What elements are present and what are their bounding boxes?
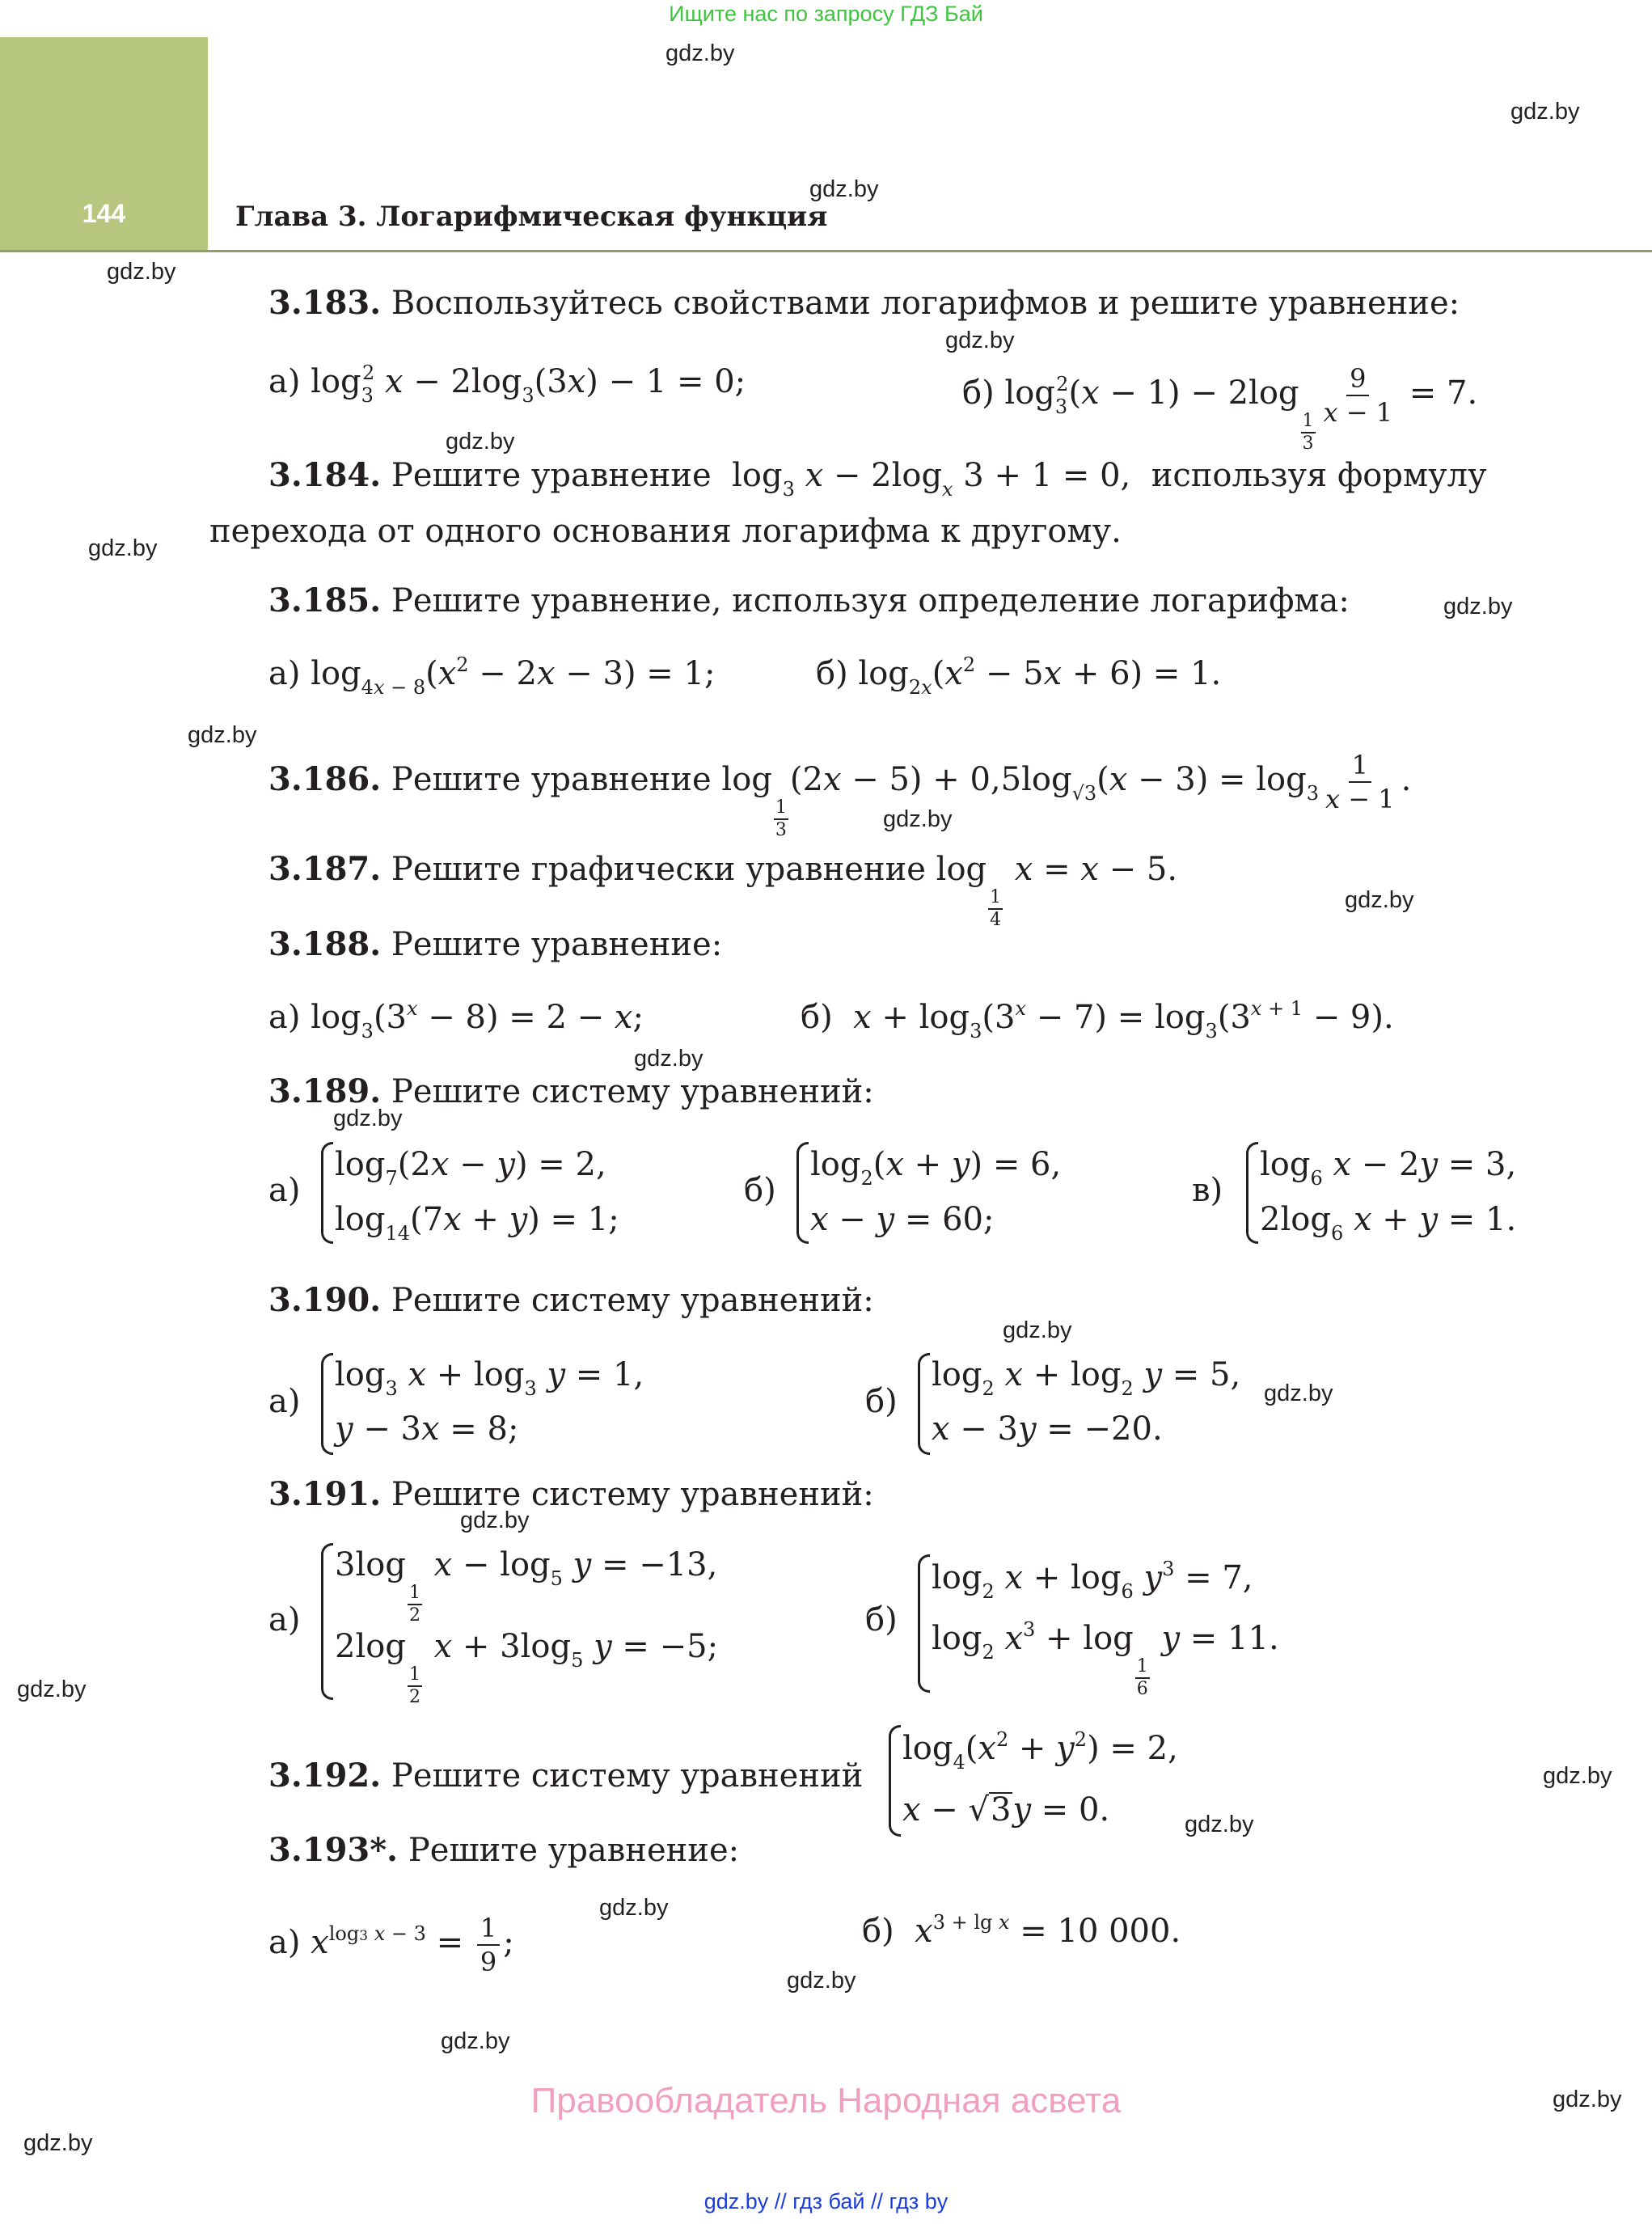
problem-text: Решите систему уравнений: bbox=[391, 1282, 874, 1319]
header-rule bbox=[0, 250, 1652, 252]
system-3-191-a-1: 3log $\frac{1}{2}$ $x - \log_5 y = -13$, bbox=[335, 1546, 718, 1626]
system-brace bbox=[889, 1725, 901, 1837]
problem-3-191 bbox=[268, 1475, 874, 1513]
watermark: gdz.by bbox=[634, 1046, 703, 1072]
label-a: а) bbox=[268, 655, 301, 692]
problem-3-193 bbox=[268, 1831, 740, 1869]
equation-3-185-b: б) $\log_{2x}(x^2 - 5x + 6) = 1$. bbox=[816, 653, 1222, 699]
top-banner: Ищите нас по запросу ГДЗ Бай bbox=[669, 2, 983, 26]
watermark: gdz.by bbox=[1003, 1317, 1072, 1343]
problem-text: Решите уравнение: bbox=[408, 1832, 740, 1869]
watermark: gdz.by bbox=[107, 259, 176, 285]
watermark: gdz.by bbox=[883, 806, 953, 832]
problem-3-187: 3.187. Решите графически уравнение log $\frac{1}{4}$ x = x − 5. bbox=[268, 850, 1178, 930]
watermark: gdz.by bbox=[1345, 887, 1414, 913]
problem-text: Решите уравнение, используя определение логарифма: bbox=[391, 582, 1350, 619]
system-3-191-a-2: 2log $\frac{1}{2}$ $x + 3\log_5$ y = −5; bbox=[335, 1628, 719, 1707]
problem-text: Решите систему уравнений: bbox=[391, 1073, 874, 1110]
problem-text: Воспользуйтесь свойствами логарифмов и решите уравнение: bbox=[391, 285, 1460, 322]
label-b: б) bbox=[862, 1913, 894, 1950]
label-3-191-a: а) bbox=[268, 1601, 301, 1638]
equation-3-188-a: а) $\log_3(3^x - 8) = 2 - x$; bbox=[268, 997, 644, 1042]
system-brace bbox=[1246, 1142, 1258, 1244]
system-3-191-b-2: $\log_2 x^3 + \log$ $\frac{1}{6}$ y = 11. bbox=[932, 1618, 1279, 1699]
system-3-189-v-2: $2\log_6$ x + y = 1. bbox=[1260, 1201, 1517, 1245]
system-3-189-v-1: $\log_6 x - 2y = 3$, bbox=[1260, 1146, 1517, 1190]
system-3-190-b-2: x − 3y = −20. bbox=[932, 1410, 1163, 1448]
problem-number: 3.190. bbox=[268, 1281, 382, 1319]
problem-number: 3.192. bbox=[268, 1757, 382, 1795]
problem-number: 3.187. bbox=[268, 850, 382, 888]
watermark: gdz.by bbox=[809, 176, 879, 202]
problem-number: 3.193*. bbox=[268, 1831, 399, 1869]
label-b: б) bbox=[962, 374, 995, 412]
system-brace bbox=[918, 1353, 930, 1455]
system-brace bbox=[918, 1554, 930, 1693]
system-brace bbox=[321, 1353, 333, 1455]
label-a: а) bbox=[268, 999, 301, 1036]
label-3-189-a: а) bbox=[268, 1172, 301, 1209]
problem-text: Решите систему уравнений: bbox=[391, 1476, 874, 1513]
system-3-189-a-1: $\log_7(2x - y) = 2$, bbox=[335, 1146, 606, 1190]
page-number: 144 bbox=[82, 199, 126, 228]
problem-3-190 bbox=[268, 1281, 874, 1319]
system-3-191-b-1: $\log_2 x + \log_6 y^3 = 7$, bbox=[932, 1558, 1253, 1603]
system-3-189-a-2: $\log_{14}(7x + y) = 1$; bbox=[335, 1201, 619, 1245]
system-3-189-b-2: x − y = 60; bbox=[810, 1201, 995, 1238]
problem-number: 3.184. bbox=[268, 456, 382, 494]
watermark: gdz.by bbox=[188, 722, 257, 748]
system-3-192-1: $\log_4(x^2 + y^2) = 2$, bbox=[902, 1728, 1178, 1774]
watermark: gdz.by bbox=[945, 328, 1015, 353]
watermark: gdz.by bbox=[787, 1968, 856, 1994]
equation-3-183-b: б) $\log_3^2(x - 1) - 2\log$ $\frac{1}{3}$ $\frac{9}{x - 1}$ = 7. bbox=[962, 363, 1478, 454]
copyright-footer: Правообладатель Народная асвета bbox=[530, 2081, 1122, 2120]
problem-number: 3.189. bbox=[268, 1072, 382, 1110]
watermark: gdz.by bbox=[1443, 594, 1513, 619]
watermark: gdz.by bbox=[1264, 1380, 1333, 1406]
watermark: gdz.by bbox=[17, 1676, 87, 1702]
problem-number: 3.183. bbox=[268, 284, 382, 322]
chapter-title: Глава 3. Логарифмическая функция bbox=[235, 201, 828, 233]
watermark: gdz.by bbox=[599, 1895, 669, 1921]
label-3-190-b: б) bbox=[865, 1383, 898, 1420]
system-brace bbox=[321, 1543, 333, 1700]
problem-3-184-cont: перехода от одного основания логарифма к другому. bbox=[209, 513, 1122, 550]
problem-text: Решите графически уравнение bbox=[391, 851, 926, 888]
equation-3-185-a: а) $\log_{4x - 8}(x^2 - 2x - 3) = 1$; bbox=[268, 653, 716, 699]
label-a: а) bbox=[268, 363, 301, 400]
problem-text: Решите систему уравнений bbox=[391, 1757, 864, 1795]
watermark: gdz.by bbox=[23, 2130, 93, 2156]
system-3-190-b-1: $\log_2 x + \log_2 y = 5$, bbox=[932, 1356, 1241, 1400]
problem-number: 3.186. bbox=[268, 760, 382, 798]
equation-3-193-a: а) $x^{log3 x - 3}$ = $\frac{1}{9}$ ; bbox=[268, 1913, 514, 1977]
watermark: gdz.by bbox=[1553, 2087, 1622, 2112]
system-3-190-a-1: $\log_3 x + \log_3 y = 1$, bbox=[335, 1356, 644, 1400]
watermark: gdz.by bbox=[665, 40, 735, 66]
problem-3-186: 3.186. Решите уравнение log $\frac{1}{3}$ $(2x - 5) + 0,5\log_{√3}(x - 3) = \log_3$ $\frac{1}{x - 1}$ . bbox=[268, 750, 1412, 840]
label-3-190-a: а) bbox=[268, 1383, 301, 1420]
watermark: gdz.by bbox=[1543, 1763, 1612, 1789]
watermark: gdz.by bbox=[1185, 1812, 1254, 1837]
problem-number: 3.185. bbox=[268, 581, 382, 619]
label-3-189-v: в) bbox=[1192, 1172, 1223, 1209]
problem-text: Решите уравнение bbox=[391, 457, 712, 494]
equation-3-188-b: б) $x + \log_3(3^x - 7) = \log_3(3^{x + 1} - 9)$. bbox=[801, 997, 1394, 1042]
watermark: gdz.by bbox=[88, 535, 158, 561]
system-3-192-2: x − √3y = 0. bbox=[902, 1791, 1110, 1829]
equation-3-183-a: а) $\log_3^2 x - 2\log_3(3x) - 1 = 0$; bbox=[268, 362, 746, 407]
problem-text: Решите уравнение bbox=[391, 761, 712, 798]
system-3-189-b-1: $\log_2(x + y) = 6$, bbox=[810, 1146, 1062, 1190]
problem-number: 3.191. bbox=[268, 1475, 382, 1513]
watermark: gdz.by bbox=[446, 429, 515, 455]
problem-text: Решите уравнение: bbox=[391, 926, 723, 963]
system-3-190-a-2: y − 3x = 8; bbox=[335, 1410, 519, 1448]
problem-text: используя формулу bbox=[1151, 457, 1487, 494]
problem-3-188 bbox=[268, 925, 723, 963]
problem-3-189 bbox=[268, 1072, 874, 1110]
label-3-191-b: б) bbox=[865, 1601, 898, 1638]
label-a: а) bbox=[268, 1924, 301, 1961]
watermark: gdz.by bbox=[460, 1507, 530, 1533]
label-b: б) bbox=[801, 999, 833, 1036]
bottom-links[interactable]: gdz.by // гдз бай // гдз by bbox=[703, 2189, 949, 2213]
system-brace bbox=[796, 1142, 809, 1244]
watermark: gdz.by bbox=[333, 1106, 403, 1131]
equation-3-193-b: б) $x^{3 + lg x} = 10$ 000. bbox=[862, 1911, 1181, 1950]
watermark: gdz.by bbox=[1510, 99, 1580, 125]
problem-3-185 bbox=[268, 581, 1350, 619]
system-brace bbox=[321, 1142, 333, 1244]
watermark: gdz.by bbox=[441, 2028, 510, 2054]
problem-3-192 bbox=[268, 1757, 864, 1795]
label-b: б) bbox=[816, 655, 848, 692]
problem-3-183 bbox=[268, 284, 1460, 322]
problem-number: 3.188. bbox=[268, 925, 382, 963]
problem-3-184: 3.184. Решите уравнение $\log_3 x - 2\log_x$ 3 + 1 = 0, используя формулу bbox=[268, 456, 1487, 501]
label-3-189-b: б) bbox=[744, 1172, 776, 1209]
